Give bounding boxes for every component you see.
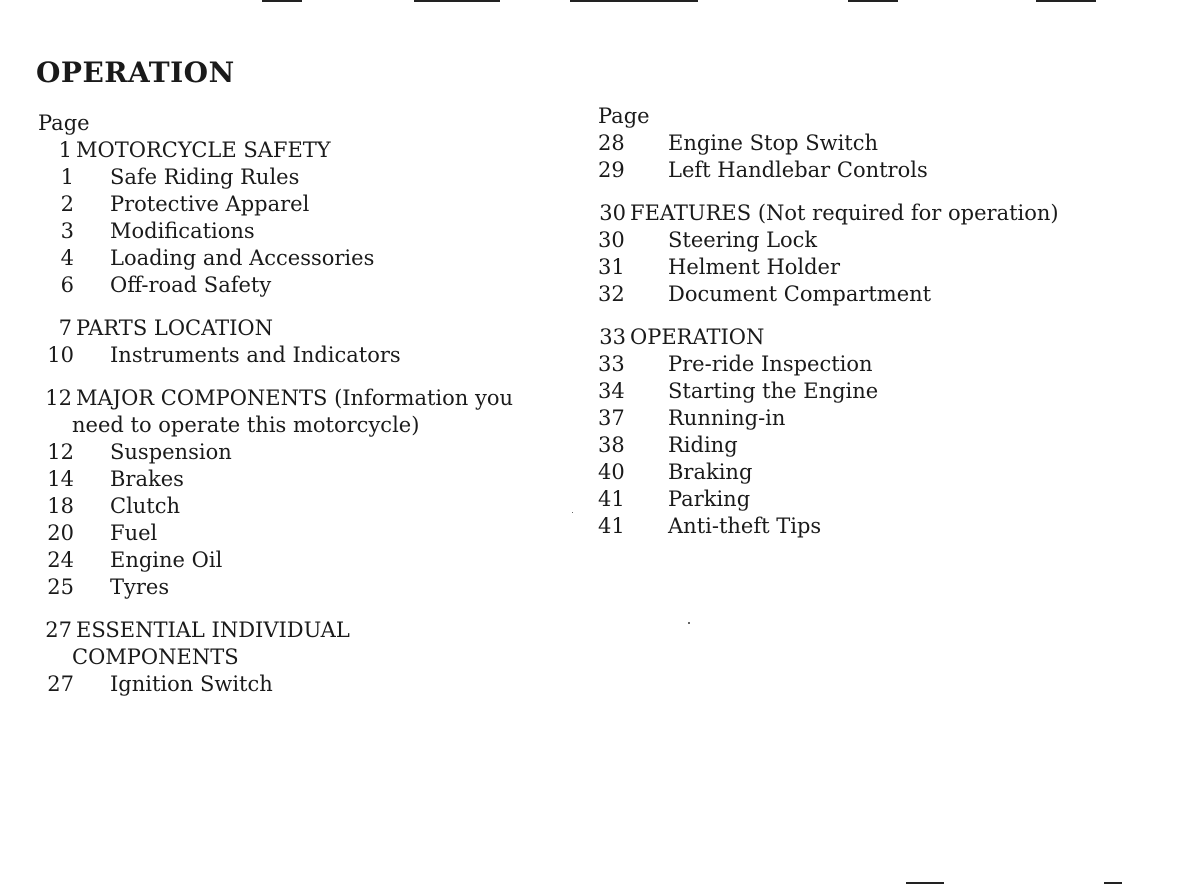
toc-section-title-continued: COMPONENTS [72,645,239,669]
toc-section-title: MOTORCYCLE SAFETY [76,138,331,162]
toc-continued-entries [598,130,1158,184]
toc-section-title-continued: need to operate this motorcycle) [72,413,420,437]
toc-entry-title: Left Handlebar Controls [668,158,928,182]
toc-entry-page-number: 14 [47,467,74,491]
toc-entry-title: Clutch [110,494,181,518]
toc-section [38,137,578,299]
toc-entry-title: Starting the Engine [668,379,879,403]
toc-section-title: PARTS LOCATION [76,316,274,340]
toc-entry [598,351,1158,378]
toc-entry-title: Brakes [110,467,184,491]
bottom-rule [906,882,944,884]
toc-entry-title: Modifications [110,219,255,243]
toc-section [598,324,1158,540]
toc-entry [38,574,578,601]
toc-entry [38,218,578,245]
toc-entry [38,547,578,574]
toc-entry-page-number: 29 [598,158,625,182]
toc-section-page-number: 12 [45,386,72,410]
toc-section-page-number: 1 [58,138,72,162]
toc-entry-page-number: 41 [598,514,625,538]
toc-section-title: ESSENTIAL INDIVIDUAL [76,618,350,642]
toc-section [38,617,578,698]
toc-entry-title: Protective Apparel [110,192,310,216]
toc-section [38,315,578,369]
toc-entry-title: Tyres [110,575,170,599]
toc-entry-page-number: 24 [47,548,74,572]
toc-entry [38,439,578,466]
toc-section-page-number: 27 [45,618,72,642]
toc-entry [598,130,1158,157]
toc-entry [598,459,1158,486]
toc-section-heading [38,137,578,164]
toc-entry-page-number: 25 [47,575,74,599]
toc-entry-page-number: 1 [60,165,74,189]
toc-entry [38,520,578,547]
toc-entry-page-number: 27 [47,672,74,696]
toc-entry-page-number: 33 [598,352,625,376]
toc-section-page-number: 7 [58,316,72,340]
toc-entry [38,191,578,218]
toc-entry-title: Engine Oil [110,548,223,572]
toc-section-title: FEATURES (Not required for operation) [630,201,1059,225]
toc-entry [598,157,1158,184]
toc-entry-title: Pre-ride Inspection [668,352,873,376]
toc-section-heading [598,200,1158,227]
toc-entry-page-number: 12 [47,440,74,464]
toc-entry-page-number: 34 [598,379,625,403]
toc-section-heading [598,324,1158,351]
toc-entry-title: Document Compartment [668,282,932,306]
toc-entry-title: Safe Riding Rules [110,165,300,189]
top-rule [570,0,698,2]
toc-section-title: OPERATION [630,325,765,349]
toc-entry-page-number: 3 [60,219,74,243]
toc-entry-page-number: 32 [598,282,625,306]
toc-entry-title: Helment Holder [668,255,841,279]
toc-entry-title: Fuel [110,521,158,545]
toc-entry-title: Anti-theft Tips [668,514,822,538]
toc-left-sections [38,137,578,698]
toc-section [38,385,578,601]
toc-entry [38,342,578,369]
toc-entry [38,245,578,272]
toc-entry-page-number: 2 [60,192,74,216]
top-rule [262,0,302,2]
toc-right-column [598,103,1158,556]
toc-entry-title: Instruments and Indicators [110,343,401,367]
top-rule [848,0,898,2]
toc-entry [598,486,1158,513]
toc-entry-page-number: 40 [598,460,625,484]
toc-entry-page-number: 30 [598,228,625,252]
bottom-rule [1104,882,1122,884]
toc-entry [38,493,578,520]
toc-entry [598,513,1158,540]
toc-entry [598,378,1158,405]
toc-entry [38,466,578,493]
toc-entry-title: Running-in [668,406,786,430]
toc-left-column [38,110,578,714]
toc-entry [598,432,1158,459]
toc-entry [598,281,1158,308]
toc-section-page-number: 33 [599,325,626,349]
page-title: OPERATION [36,56,235,89]
toc-entry-page-number: 28 [598,131,625,155]
toc-entry-title: Loading and Accessories [110,246,375,270]
page-column-label: Page [598,104,650,128]
toc-entry-title: Engine Stop Switch [668,131,879,155]
toc-entry [598,254,1158,281]
toc-section-heading [38,315,578,342]
toc-entry-page-number: 41 [598,487,625,511]
toc-entry-page-number: 10 [47,343,74,367]
toc-entry-title: Ignition Switch [110,672,273,696]
top-rule [1036,0,1096,2]
toc-entry-title: Suspension [110,440,232,464]
toc-entry-title: Off-road Safety [110,273,272,297]
toc-entry-page-number: 18 [47,494,74,518]
toc-entry [598,227,1158,254]
toc-section-heading [38,385,578,412]
toc-entry-title: Braking [668,460,753,484]
toc-entry [38,272,578,299]
toc-section-page-number: 30 [599,201,626,225]
toc-section-title: MAJOR COMPONENTS (Information you [76,386,514,410]
toc-entry-page-number: 37 [598,406,625,430]
toc-entry-page-number: 20 [47,521,74,545]
toc-right-sections [598,200,1158,540]
toc-entry-title: Parking [668,487,751,511]
toc-entry [38,671,578,698]
toc-entry-page-number: 38 [598,433,625,457]
toc-section-heading [38,617,578,644]
toc-section [598,200,1158,308]
toc-entry-title: Steering Lock [668,228,818,252]
toc-entry-title: Riding [668,433,738,457]
toc-entry-page-number: 31 [598,255,625,279]
toc-entry-page-number: 6 [60,273,74,297]
toc-entry-page-number: 4 [60,246,74,270]
page-column-label: Page [38,111,90,135]
toc-entry [598,405,1158,432]
scan-speck [688,622,690,624]
toc-entry [38,164,578,191]
top-rule [414,0,500,2]
